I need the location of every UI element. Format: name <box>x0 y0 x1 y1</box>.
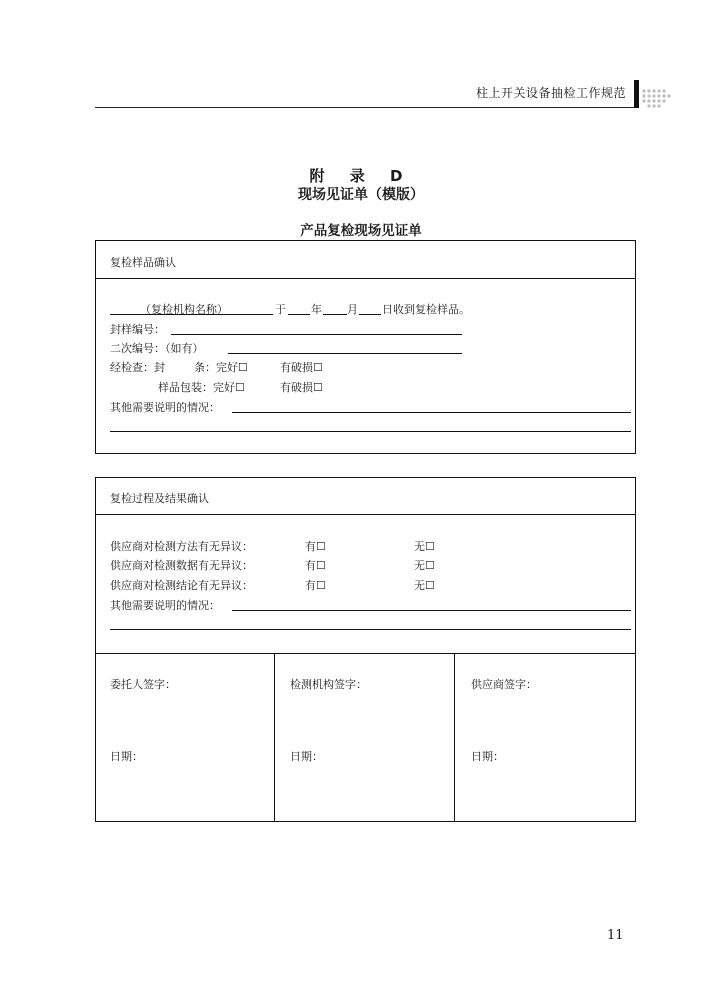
checked-seal-label: 经检查：封 <box>110 361 165 374</box>
text-year: 年 <box>311 303 322 316</box>
signature-row-divider <box>96 653 635 654</box>
seal-number-label: 封样编号： <box>110 323 165 336</box>
section2-heading: 复检过程及结果确认 <box>110 492 209 505</box>
objection-no-option: 无☐ <box>414 579 435 592</box>
text-at: 于 <box>275 303 286 316</box>
objection-yes-option: 有☐ <box>305 579 326 592</box>
section1-heading: 复检样品确认 <box>110 256 176 269</box>
other-notes-2-line-2 <box>110 629 631 630</box>
seal-number-line <box>171 334 462 335</box>
year-blank <box>288 314 310 315</box>
objection-yes-option: 有☐ <box>305 540 326 553</box>
other-notes-label: 其他需要说明的情况： <box>110 401 220 414</box>
client-signature-label: 委托人签字： <box>110 678 176 691</box>
other-notes-line-1 <box>232 412 631 413</box>
objection-question: 供应商对检测数据有无异议： <box>110 559 253 572</box>
objection-question: 供应商对检测方法有无异议： <box>110 540 253 553</box>
header-dots-decoration <box>641 88 675 108</box>
other-notes-2-line-1 <box>232 610 631 611</box>
objection-no-option: 无☐ <box>414 540 435 553</box>
packaging-intact-option: 样品包装：完好☐ <box>158 381 245 394</box>
day-blank <box>359 314 381 315</box>
text-month: 月 <box>347 303 358 316</box>
section1-divider <box>96 278 635 279</box>
lab-signature-label: 检测机构签字： <box>290 678 367 691</box>
appendix-label: 附 录 D <box>309 167 413 185</box>
client-date-label: 日期： <box>110 750 143 763</box>
supplier-signature-label: 供应商签字： <box>471 678 537 691</box>
page-number: 11 <box>607 928 624 943</box>
month-blank <box>323 314 347 315</box>
process-result-box <box>95 477 636 822</box>
section2-divider <box>96 514 635 515</box>
objection-no-option: 无☐ <box>414 559 435 572</box>
strip-intact-option: 条：完好☐ <box>194 361 248 374</box>
appendix-subtitle: 现场见证单（模版） <box>298 187 424 203</box>
supplier-date-label: 日期： <box>471 750 504 763</box>
running-header-title: 柱上开关设备抽检工作规范 <box>475 86 626 100</box>
lab-date-label: 日期： <box>290 750 323 763</box>
objection-question: 供应商对检测结论有无异议： <box>110 579 253 592</box>
second-number-label: 二次编号：（如有） <box>110 342 204 355</box>
objection-yes-option: 有☐ <box>305 559 326 572</box>
form-title: 产品复检现场见证单 <box>300 223 422 239</box>
header-bar <box>634 80 639 108</box>
header-rule <box>95 107 635 108</box>
strip-damaged-option: 有破损☐ <box>280 361 323 374</box>
other-notes-label-2: 其他需要说明的情况： <box>110 599 220 612</box>
org-name-placeholder: （复检机构名称） <box>140 303 228 316</box>
other-notes-line-2 <box>110 431 631 432</box>
signature-col-divider-1 <box>274 653 275 821</box>
packaging-damaged-option: 有破损☐ <box>280 381 323 394</box>
text-day-received: 日收到复检样品。 <box>382 303 470 316</box>
signature-col-divider-2 <box>454 653 455 821</box>
second-number-line <box>228 353 462 354</box>
